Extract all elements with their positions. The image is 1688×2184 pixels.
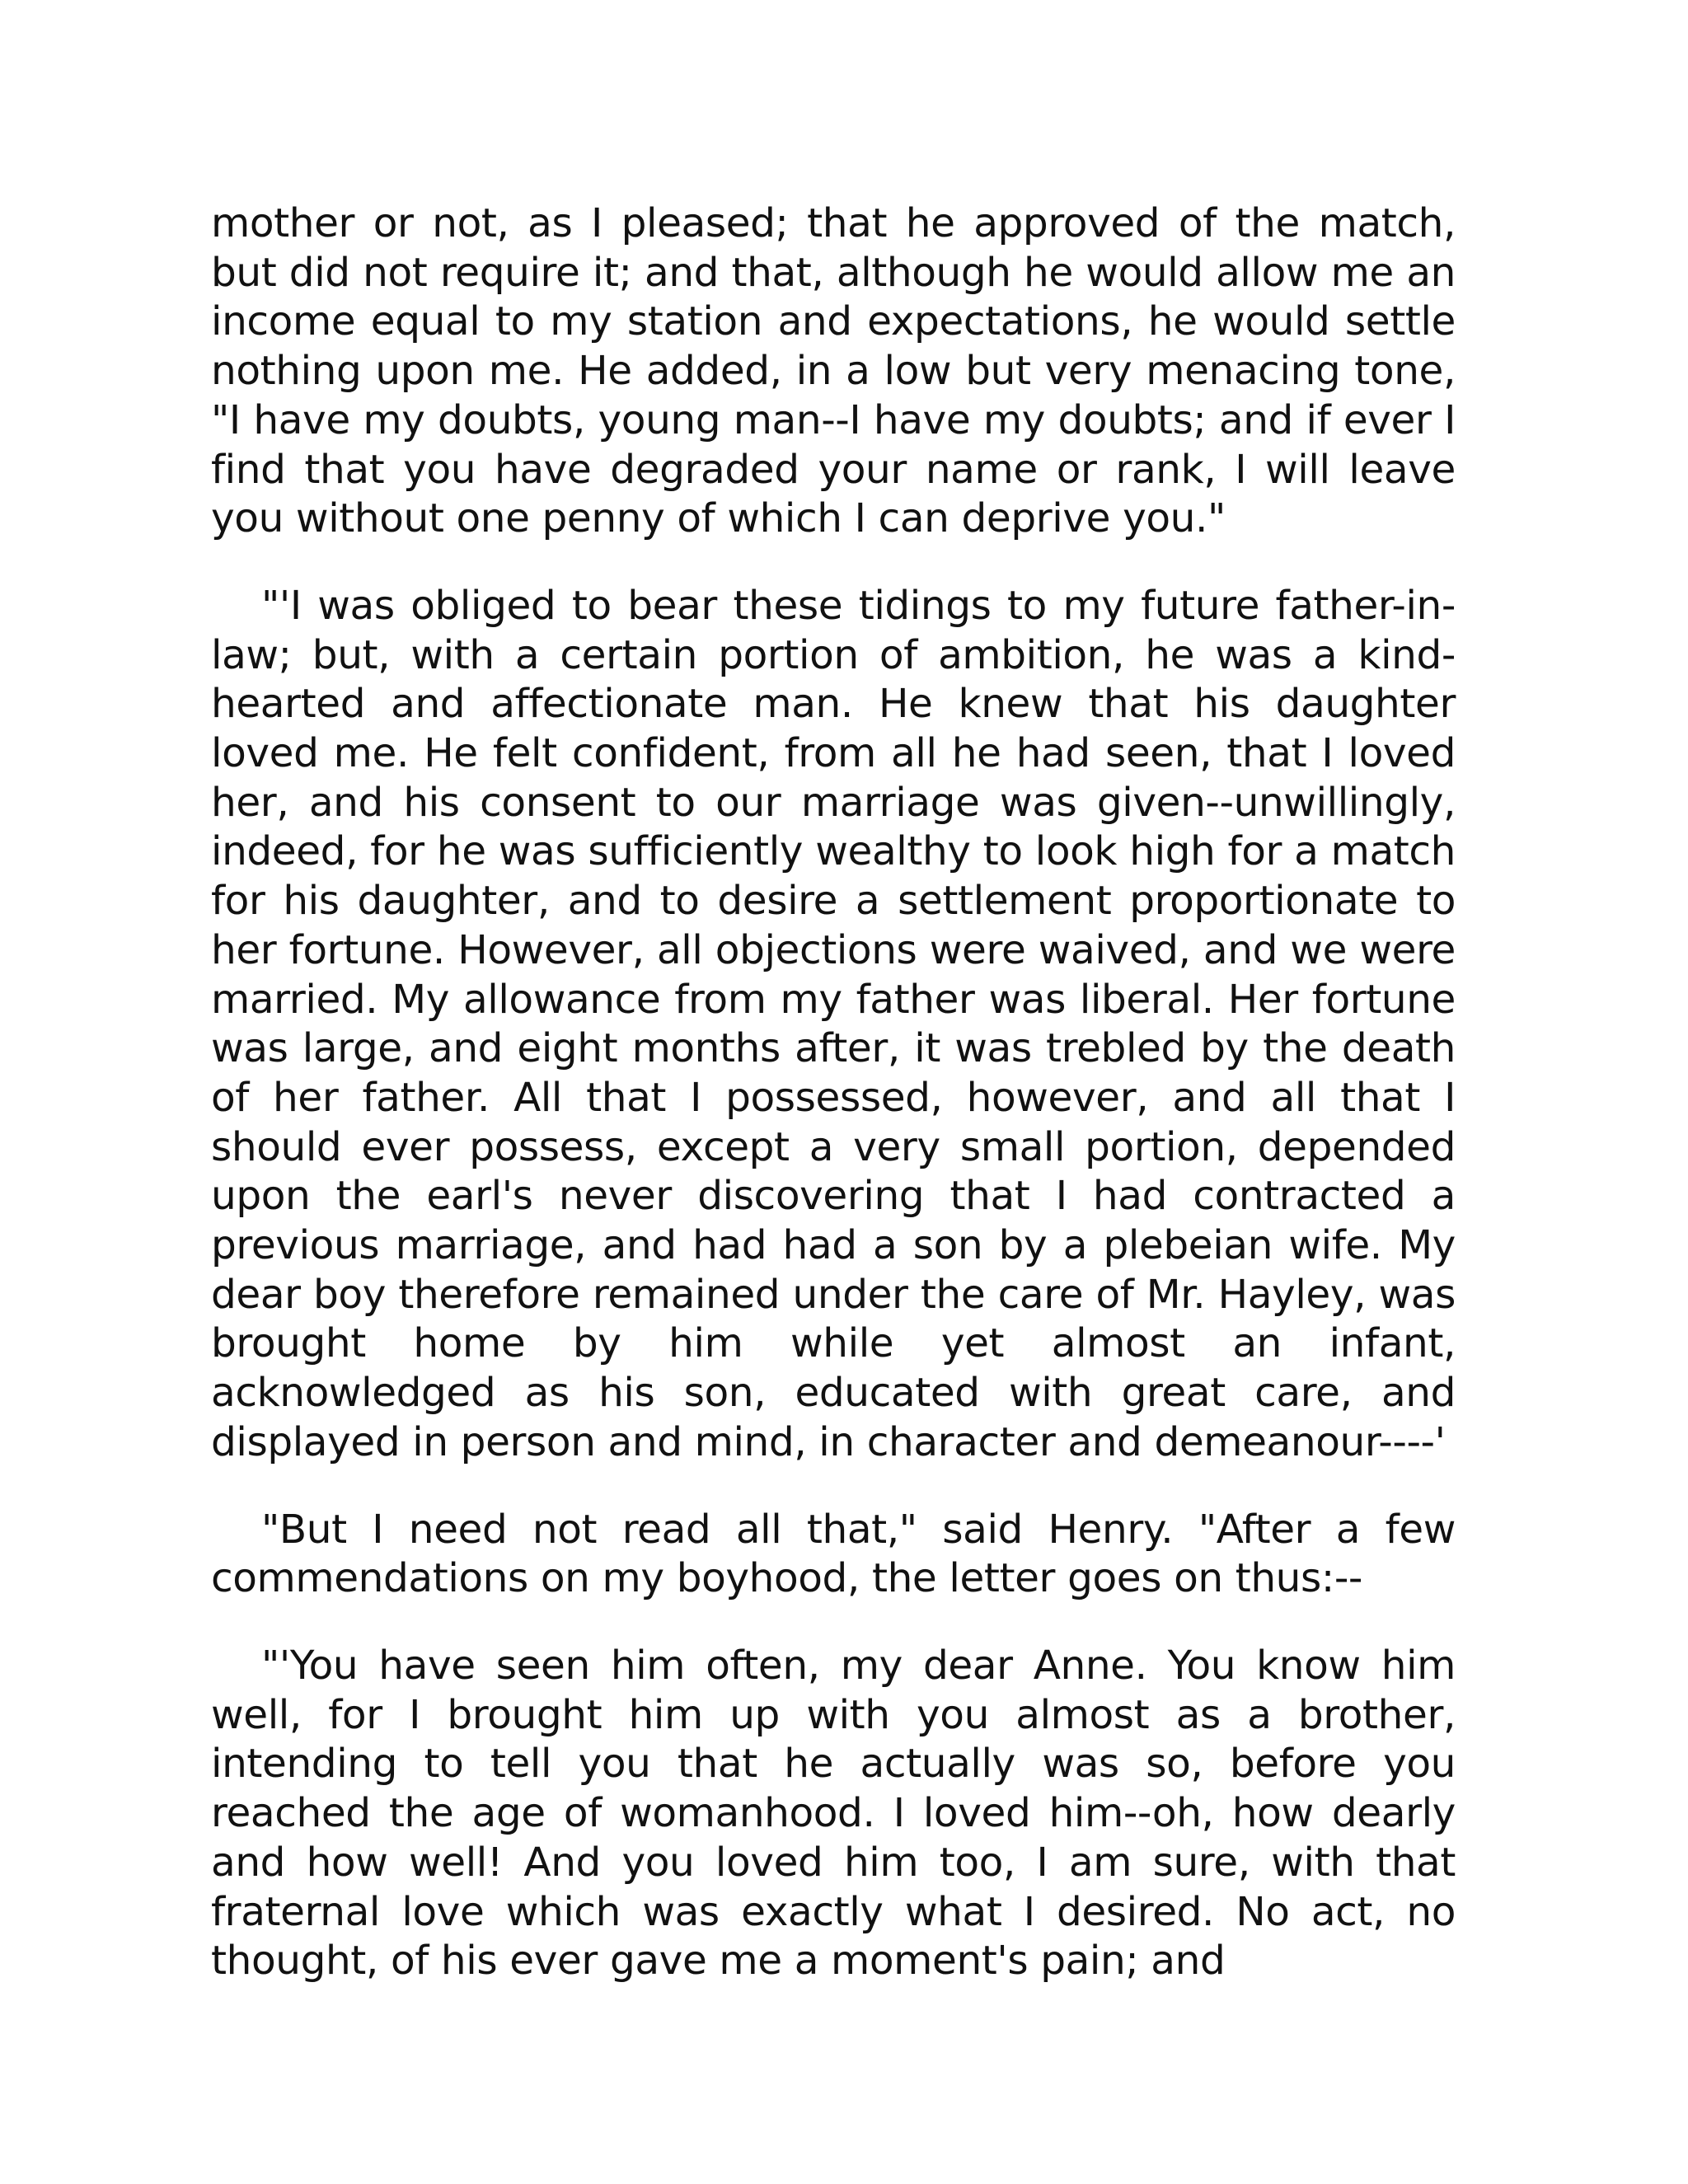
paragraph-letter-anne: "'You have seen him often, my dear Anne. You know him well, for I brought him up with you almost as a brother, intending to tell you that he actually was so, before you reached the age of womanhood. I loved him--oh, how dearly and how well! And you loved him too, I am sure, with that fraternal love which was exactly what I desired. No act, no thought, of his ever gave me a moment's pain; and bbox=[211, 1642, 1456, 1985]
document-page bbox=[211, 199, 1456, 2024]
paragraph-henry-remark: "But I need not read all that," said Henry. "After a few commendations on my boyhood, the letter goes on thus:-- bbox=[211, 1506, 1456, 1602]
paragraph-continuation: mother or not, as I pleased; that he approved of the match, but did not require it; and that, although he would allow me an income equal to my station and expectations, he would settle nothing upon me. He added, in a low but very menacing tone, "I have my doubts, young man--I have my doubts; and if ever I find that you have degraded your name or rank, I will leave you without one penny of which I can deprive you." bbox=[211, 200, 1456, 542]
paragraph-letter-father-in-law: "'I was obliged to bear these tidings to my future father-in-law; but, with a certain portion of ambition, he was a kind-hearted and affectionate man. He knew that his daughter loved me. He felt confident, from all he had seen, that I loved her, and his consent to our marriage was given--unwillingly, indeed, for he was sufficiently wealthy to look high for a match for his daughter, and to desire a settlement proportionate to her fortune. However, all objections were waived, and we were married. My allowance from my father was liberal. Her fortune was large, and eight months after, it was trebled by the death of her father. All that I possessed, however, and all that I should ever possess, except a very small portion, depended upon the earl's never discovering that I had contracted a previous marriage, and had had a son by a plebeian wife. My dear boy therefore remained under the care of Mr. Hayley, was brought home by him while yet almost an infant, acknowledged as his son, educated with great care, and displayed in person and mind, in character and demeanour----' bbox=[211, 582, 1456, 1465]
